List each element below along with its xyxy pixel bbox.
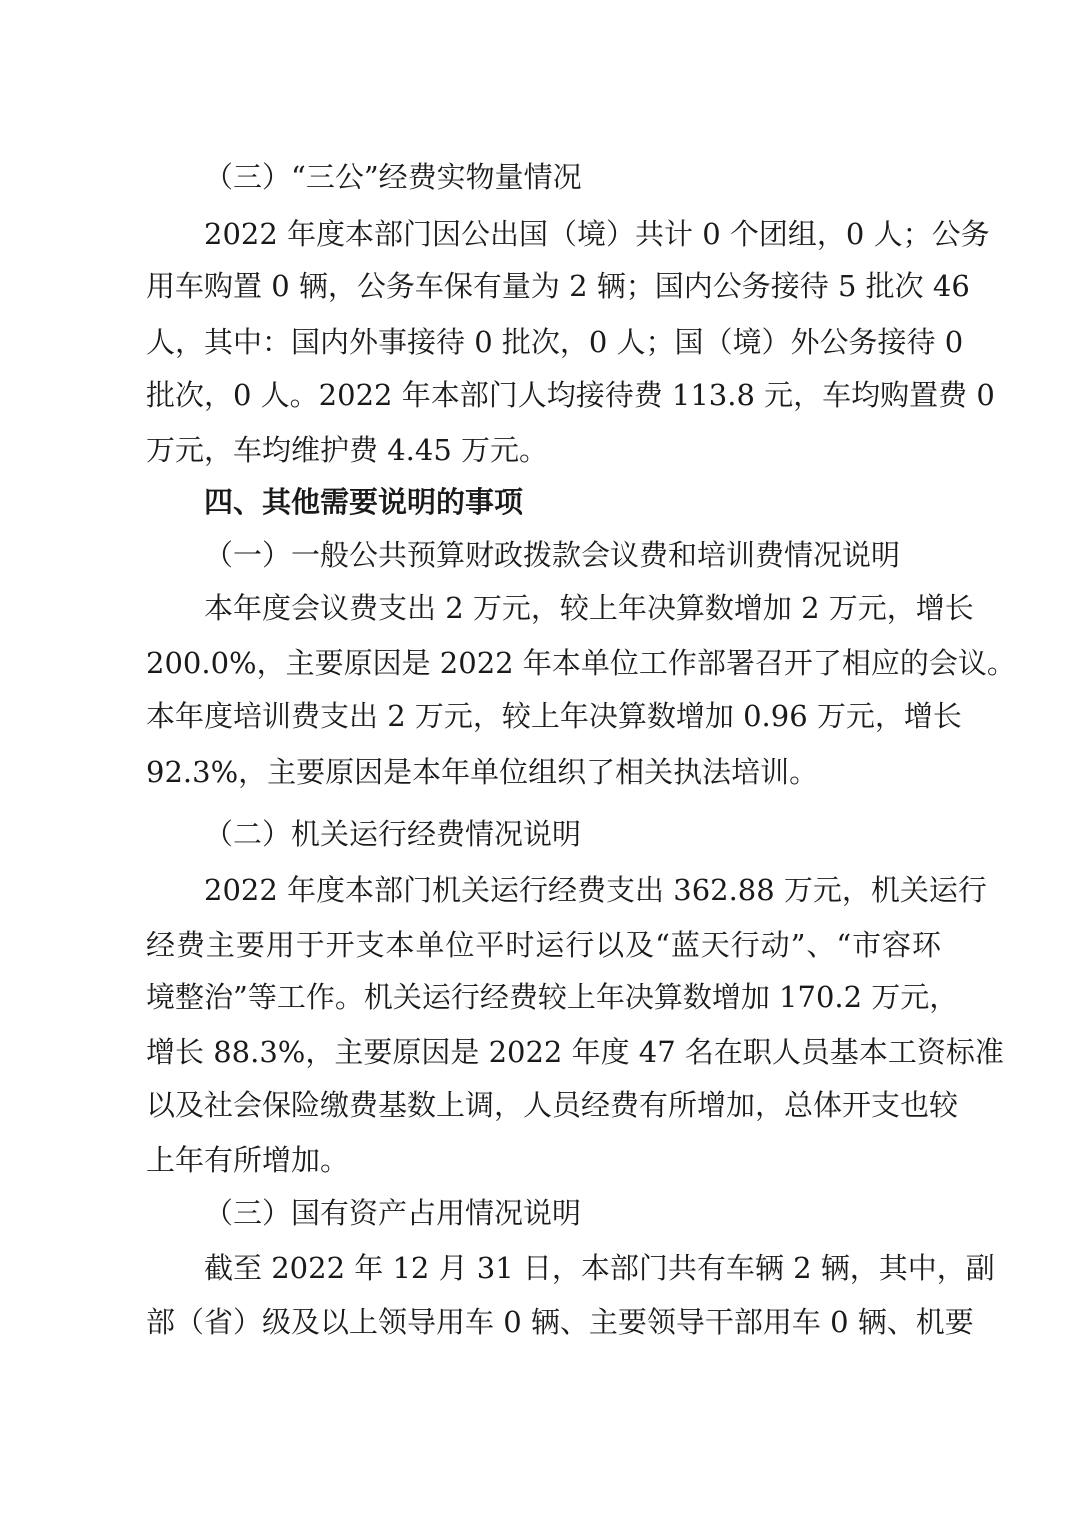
- section-heading-three-public-quantity: （三）“三公”经费实物量情况: [204, 160, 582, 194]
- paragraph-line: 本年度培训费支出 2 万元，较上年决算数增加 0.96 万元，增长: [146, 699, 962, 733]
- paragraph-line: 截至 2022 年 12 月 31 日，本部门共有车辆 2 辆，其中，副: [204, 1251, 995, 1285]
- paragraph-line: 经费主要用于开支本单位平时运行以及“蓝天行动”、“市容环: [146, 928, 941, 962]
- subsection-heading-operating-expenses: （二）机关运行经费情况说明: [204, 817, 582, 851]
- paragraph-line: 用车购置 0 辆，公务车保有量为 2 辆；国内公务接待 5 批次 46: [146, 269, 970, 303]
- paragraph-line: 92.3%，主要原因是本年单位组织了相关执法培训。: [146, 755, 819, 789]
- section-heading-other-matters: 四、其他需要说明的事项: [204, 485, 524, 519]
- paragraph-line: 人，其中：国内外事接待 0 批次，0 人；国（境）外公务接待 0: [146, 325, 964, 359]
- paragraph-line: 万元，车均维护费 4.45 万元。: [146, 433, 549, 467]
- paragraph-line: 2022 年度本部门因公出国（境）共计 0 个团组，0 人；公务: [204, 217, 990, 251]
- paragraph-line: 批次，0 人。2022 年本部门人均接待费 113.8 元，车均购置费 0: [146, 378, 995, 412]
- paragraph-line: 境整治”等工作。机关运行经费较上年决算数增加 170.2 万元，: [146, 980, 959, 1014]
- paragraph-line: 增长 88.3%，主要原因是 2022 年度 47 名在职人员基本工资标准: [146, 1035, 1004, 1069]
- paragraph-line: 以及社会保险缴费基数上调，人员经费有所增加，总体开支也较: [146, 1088, 959, 1122]
- subsection-heading-meeting-training: （一）一般公共预算财政拨款会议费和培训费情况说明: [204, 538, 901, 572]
- paragraph-line: 200.0%，主要原因是 2022 年本单位工作部署召开了相应的会议。: [146, 646, 1016, 680]
- paragraph-line: 本年度会议费支出 2 万元，较上年决算数增加 2 万元，增长: [204, 591, 974, 625]
- subsection-heading-state-assets: （三）国有资产占用情况说明: [204, 1196, 582, 1230]
- paragraph-line: 2022 年度本部门机关运行经费支出 362.88 万元，机关运行: [204, 873, 987, 907]
- paragraph-line: 部（省）级及以上领导用车 0 辆、主要领导干部用车 0 辆、机要: [146, 1305, 974, 1339]
- paragraph-line: 上年有所增加。: [146, 1143, 350, 1177]
